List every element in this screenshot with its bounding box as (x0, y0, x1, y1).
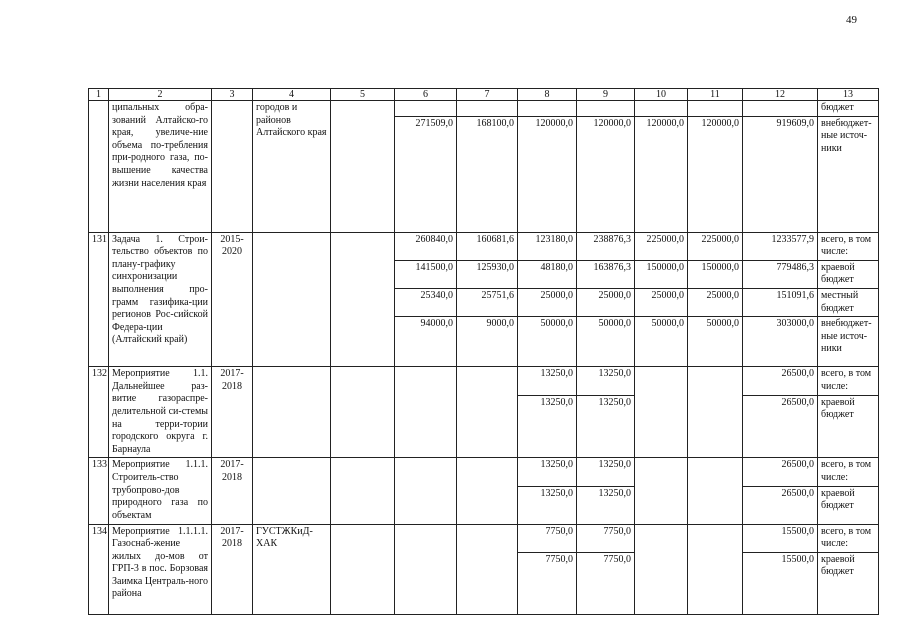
col-header: 1 (89, 89, 109, 101)
program-table (88, 88, 879, 615)
col-header: 13 (818, 89, 879, 101)
table-row (89, 101, 879, 117)
cell-value: 25000,0 (688, 288, 743, 316)
cell-value (518, 101, 577, 117)
cell-value (635, 367, 688, 458)
cell-value: 7750,0 (577, 524, 635, 552)
cell-source: краевой бюджет (818, 395, 879, 458)
cell-value: 13250,0 (518, 395, 577, 458)
cell-value: 225000,0 (688, 232, 743, 260)
cell-years: 2017-2018 (212, 367, 253, 458)
cell-value: 919609,0 (743, 116, 818, 232)
cell-value: 13250,0 (518, 458, 577, 486)
cell-source: краевой бюджет (818, 486, 879, 524)
cell-value: 779486,3 (743, 260, 818, 288)
cell-value: 7750,0 (518, 524, 577, 552)
cell-value (395, 524, 457, 614)
cell-value: 50000,0 (635, 317, 688, 367)
cell-value: 120000,0 (518, 116, 577, 232)
cell-num: 133 (89, 458, 109, 524)
cell-value: 94000,0 (395, 317, 457, 367)
cell-value: 25751,6 (457, 288, 518, 316)
cell-value: 25000,0 (518, 288, 577, 316)
cell-source: местный бюджет (818, 288, 879, 316)
table-row (89, 367, 879, 395)
cell-value: 125930,0 (457, 260, 518, 288)
cell-value: 15500,0 (743, 552, 818, 614)
cell-value: 26500,0 (743, 486, 818, 524)
cell-value: 13250,0 (577, 395, 635, 458)
cell-value: 168100,0 (457, 116, 518, 232)
cell-source: всего, в том числе: (818, 524, 879, 552)
cell-source: краевой бюджет (818, 552, 879, 614)
cell-num: 134 (89, 524, 109, 614)
cell-value: 141500,0 (395, 260, 457, 288)
cell-name: Мероприятие 1.1. Дальнейшее раз-витие газораспре-делительной си-стемы на терри-тории городского округа г. Барнаула (109, 367, 212, 458)
cell-value: 150000,0 (688, 260, 743, 288)
cell-source: всего, в том числе: (818, 458, 879, 486)
cell-value (331, 367, 395, 458)
cell-value: 163876,3 (577, 260, 635, 288)
cell-num: 131 (89, 232, 109, 367)
cell-value: 25000,0 (577, 288, 635, 316)
cell-value: 13250,0 (518, 367, 577, 395)
cell-value (331, 101, 395, 233)
cell-value: 50000,0 (577, 317, 635, 367)
cell-value: 25000,0 (635, 288, 688, 316)
cell-value: 13250,0 (577, 458, 635, 486)
cell-years: 2017-2018 (212, 458, 253, 524)
cell-value (331, 232, 395, 367)
cell-executor: ГУСТЖКиД-ХАК (253, 524, 331, 614)
col-header: 7 (457, 89, 518, 101)
cell-years: 2017-2018 (212, 524, 253, 614)
cell-value: 13250,0 (577, 367, 635, 395)
cell-value: 225000,0 (635, 232, 688, 260)
header-row (89, 89, 879, 101)
cell-value: 7750,0 (518, 552, 577, 614)
table-row (89, 232, 879, 260)
page-number: 49 (846, 14, 857, 26)
cell-value: 50000,0 (518, 317, 577, 367)
cell-value: 150000,0 (635, 260, 688, 288)
cell-value: 120000,0 (577, 116, 635, 232)
cell-value (331, 458, 395, 524)
cell-value: 1233577,9 (743, 232, 818, 260)
cell-value (457, 367, 518, 458)
cell-name: Мероприятие 1.1.1. Строитель-ство трубопрово-дов природного газа по объектам (109, 458, 212, 524)
cell-value: 303000,0 (743, 317, 818, 367)
cell-source: бюджет (818, 101, 879, 117)
cell-value (688, 458, 743, 524)
cell-value: 120000,0 (688, 116, 743, 232)
col-header: 8 (518, 89, 577, 101)
cell-value: 13250,0 (518, 486, 577, 524)
col-header: 12 (743, 89, 818, 101)
cell-value (395, 367, 457, 458)
cell-value: 13250,0 (577, 486, 635, 524)
col-header: 2 (109, 89, 212, 101)
cell-value (457, 101, 518, 117)
col-header: 3 (212, 89, 253, 101)
cell-value: 9000,0 (457, 317, 518, 367)
col-header: 10 (635, 89, 688, 101)
cell-value: 151091,6 (743, 288, 818, 316)
cell-value (743, 101, 818, 117)
cell-num (89, 101, 109, 233)
cell-name: Задача 1. Строи-тельство объектов по плану-графику синхронизации выполнения про-грамм газифика-ции регионов Рос-сийской Федера-ции (Алтайский край) (109, 232, 212, 367)
cell-source: всего, в том числе: (818, 367, 879, 395)
cell-value (688, 524, 743, 614)
cell-source: внебюджет-ные источ-ники (818, 317, 879, 367)
cell-value: 50000,0 (688, 317, 743, 367)
cell-years: 2015-2020 (212, 232, 253, 367)
col-header: 11 (688, 89, 743, 101)
cell-source: всего, в том числе: (818, 232, 879, 260)
cell-value: 26500,0 (743, 367, 818, 395)
cell-value: 123180,0 (518, 232, 577, 260)
cell-value (457, 458, 518, 524)
cell-value (688, 367, 743, 458)
cell-value (395, 458, 457, 524)
cell-value (635, 101, 688, 117)
cell-years (212, 101, 253, 233)
cell-value: 26500,0 (743, 458, 818, 486)
cell-executor (253, 367, 331, 458)
cell-value (577, 101, 635, 117)
col-header: 9 (577, 89, 635, 101)
cell-value: 160681,6 (457, 232, 518, 260)
cell-value (635, 524, 688, 614)
cell-source: внебюджет-ные источ-ники (818, 116, 879, 232)
cell-value: 26500,0 (743, 395, 818, 458)
cell-value (688, 101, 743, 117)
cell-num: 132 (89, 367, 109, 458)
cell-executor: городов и районов Алтайского края (253, 101, 331, 233)
cell-value: 120000,0 (635, 116, 688, 232)
table-row (89, 458, 879, 486)
cell-value: 48180,0 (518, 260, 577, 288)
cell-name: ципальных обра-зований Алтайско-го края, увеличе-ние объема по-требления при-родного газа, по-вышение качества жизни населения края (109, 101, 212, 233)
cell-name: Мероприятие 1.1.1.1. Газоснаб-жение жилых до-мов от ГРП-3 в пос. Борзовая Заимка Централь-ного района (109, 524, 212, 614)
col-header: 4 (253, 89, 331, 101)
cell-source: краевой бюджет (818, 260, 879, 288)
cell-value: 271509,0 (395, 116, 457, 232)
cell-executor (253, 232, 331, 367)
cell-value: 238876,3 (577, 232, 635, 260)
cell-value (635, 458, 688, 524)
col-header: 5 (331, 89, 395, 101)
table-row (89, 524, 879, 552)
cell-value (395, 101, 457, 117)
cell-value: 7750,0 (577, 552, 635, 614)
cell-value: 260840,0 (395, 232, 457, 260)
cell-value: 25340,0 (395, 288, 457, 316)
col-header: 6 (395, 89, 457, 101)
cell-value: 15500,0 (743, 524, 818, 552)
cell-executor (253, 458, 331, 524)
cell-value (457, 524, 518, 614)
cell-value (331, 524, 395, 614)
